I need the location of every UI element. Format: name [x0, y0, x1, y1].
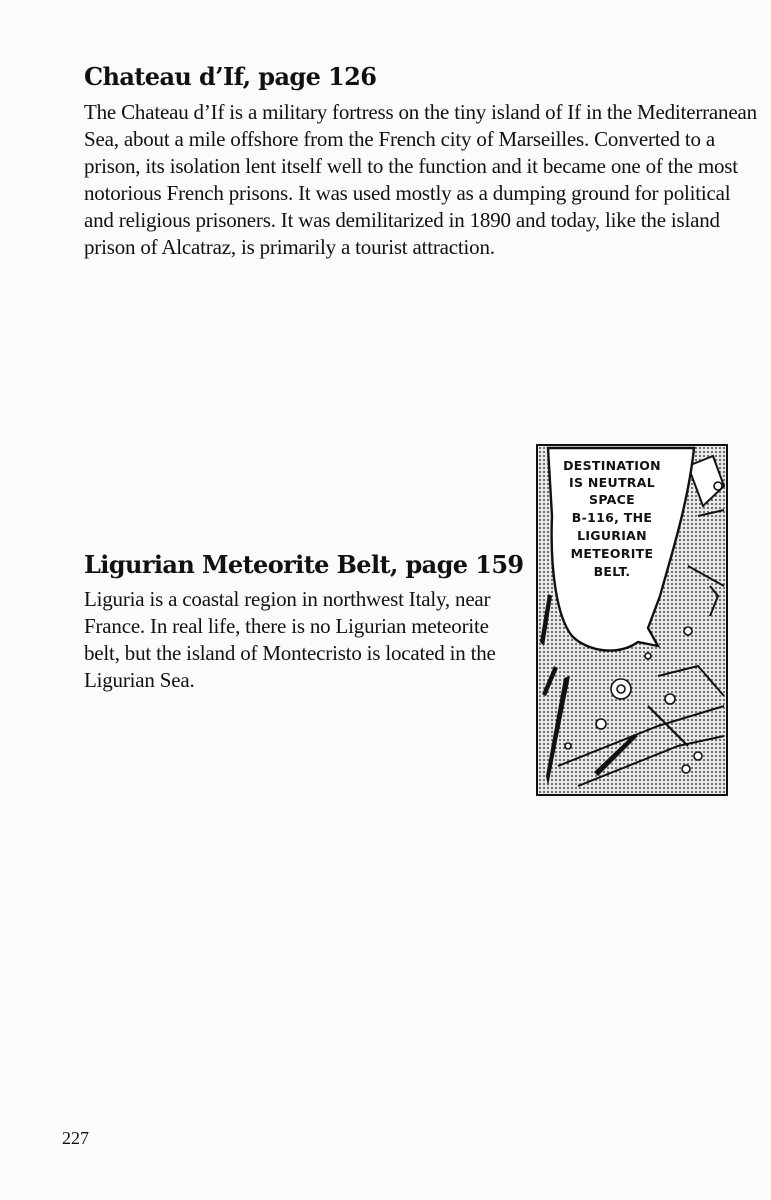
panel-caption-line: BELT. — [593, 564, 631, 579]
panel-caption-line: DESTINATION — [563, 458, 661, 473]
entry-body-chateau-dif: The Chateau d’If is a military fortress on the tiny island of If in the Mediterranean Sea, about a mile offshore from the French city of Marseilles. Converted to a prison, its isolation lent itself well to the function and it became one of the most notorious French prisons. It was used mostly as a dumping ground for political and religious prisoners. It was demilitarized in 1890 and today, like the island prison of Alcatraz, is primarily a tourist attraction. — [84, 100, 757, 259]
panel-caption-line: SPACE — [589, 492, 635, 507]
panel-caption-line: IS NEUTRAL — [569, 475, 655, 490]
entry-body-ligurian-belt: Liguria is a coastal region in northwest Italy, near France. In real life, there is no Ligurian meteorite belt, but the island of Montecristo is located in the Ligurian Sea. — [84, 587, 496, 692]
panel-caption-line: METEORITE — [570, 546, 654, 561]
manga-panel-illustration — [536, 444, 728, 796]
manga-panel-artwork — [538, 446, 726, 794]
panel-caption-line: LIGURIAN — [577, 528, 647, 543]
entry-title-chateau-dif: Chateau d’If, page 126 — [84, 62, 377, 91]
panel-caption-line: B-116, THE — [571, 510, 653, 525]
page-number: 227 — [62, 1128, 89, 1148]
entry-title-ligurian-belt: Ligurian Meteorite Belt, page 159 — [84, 550, 524, 579]
